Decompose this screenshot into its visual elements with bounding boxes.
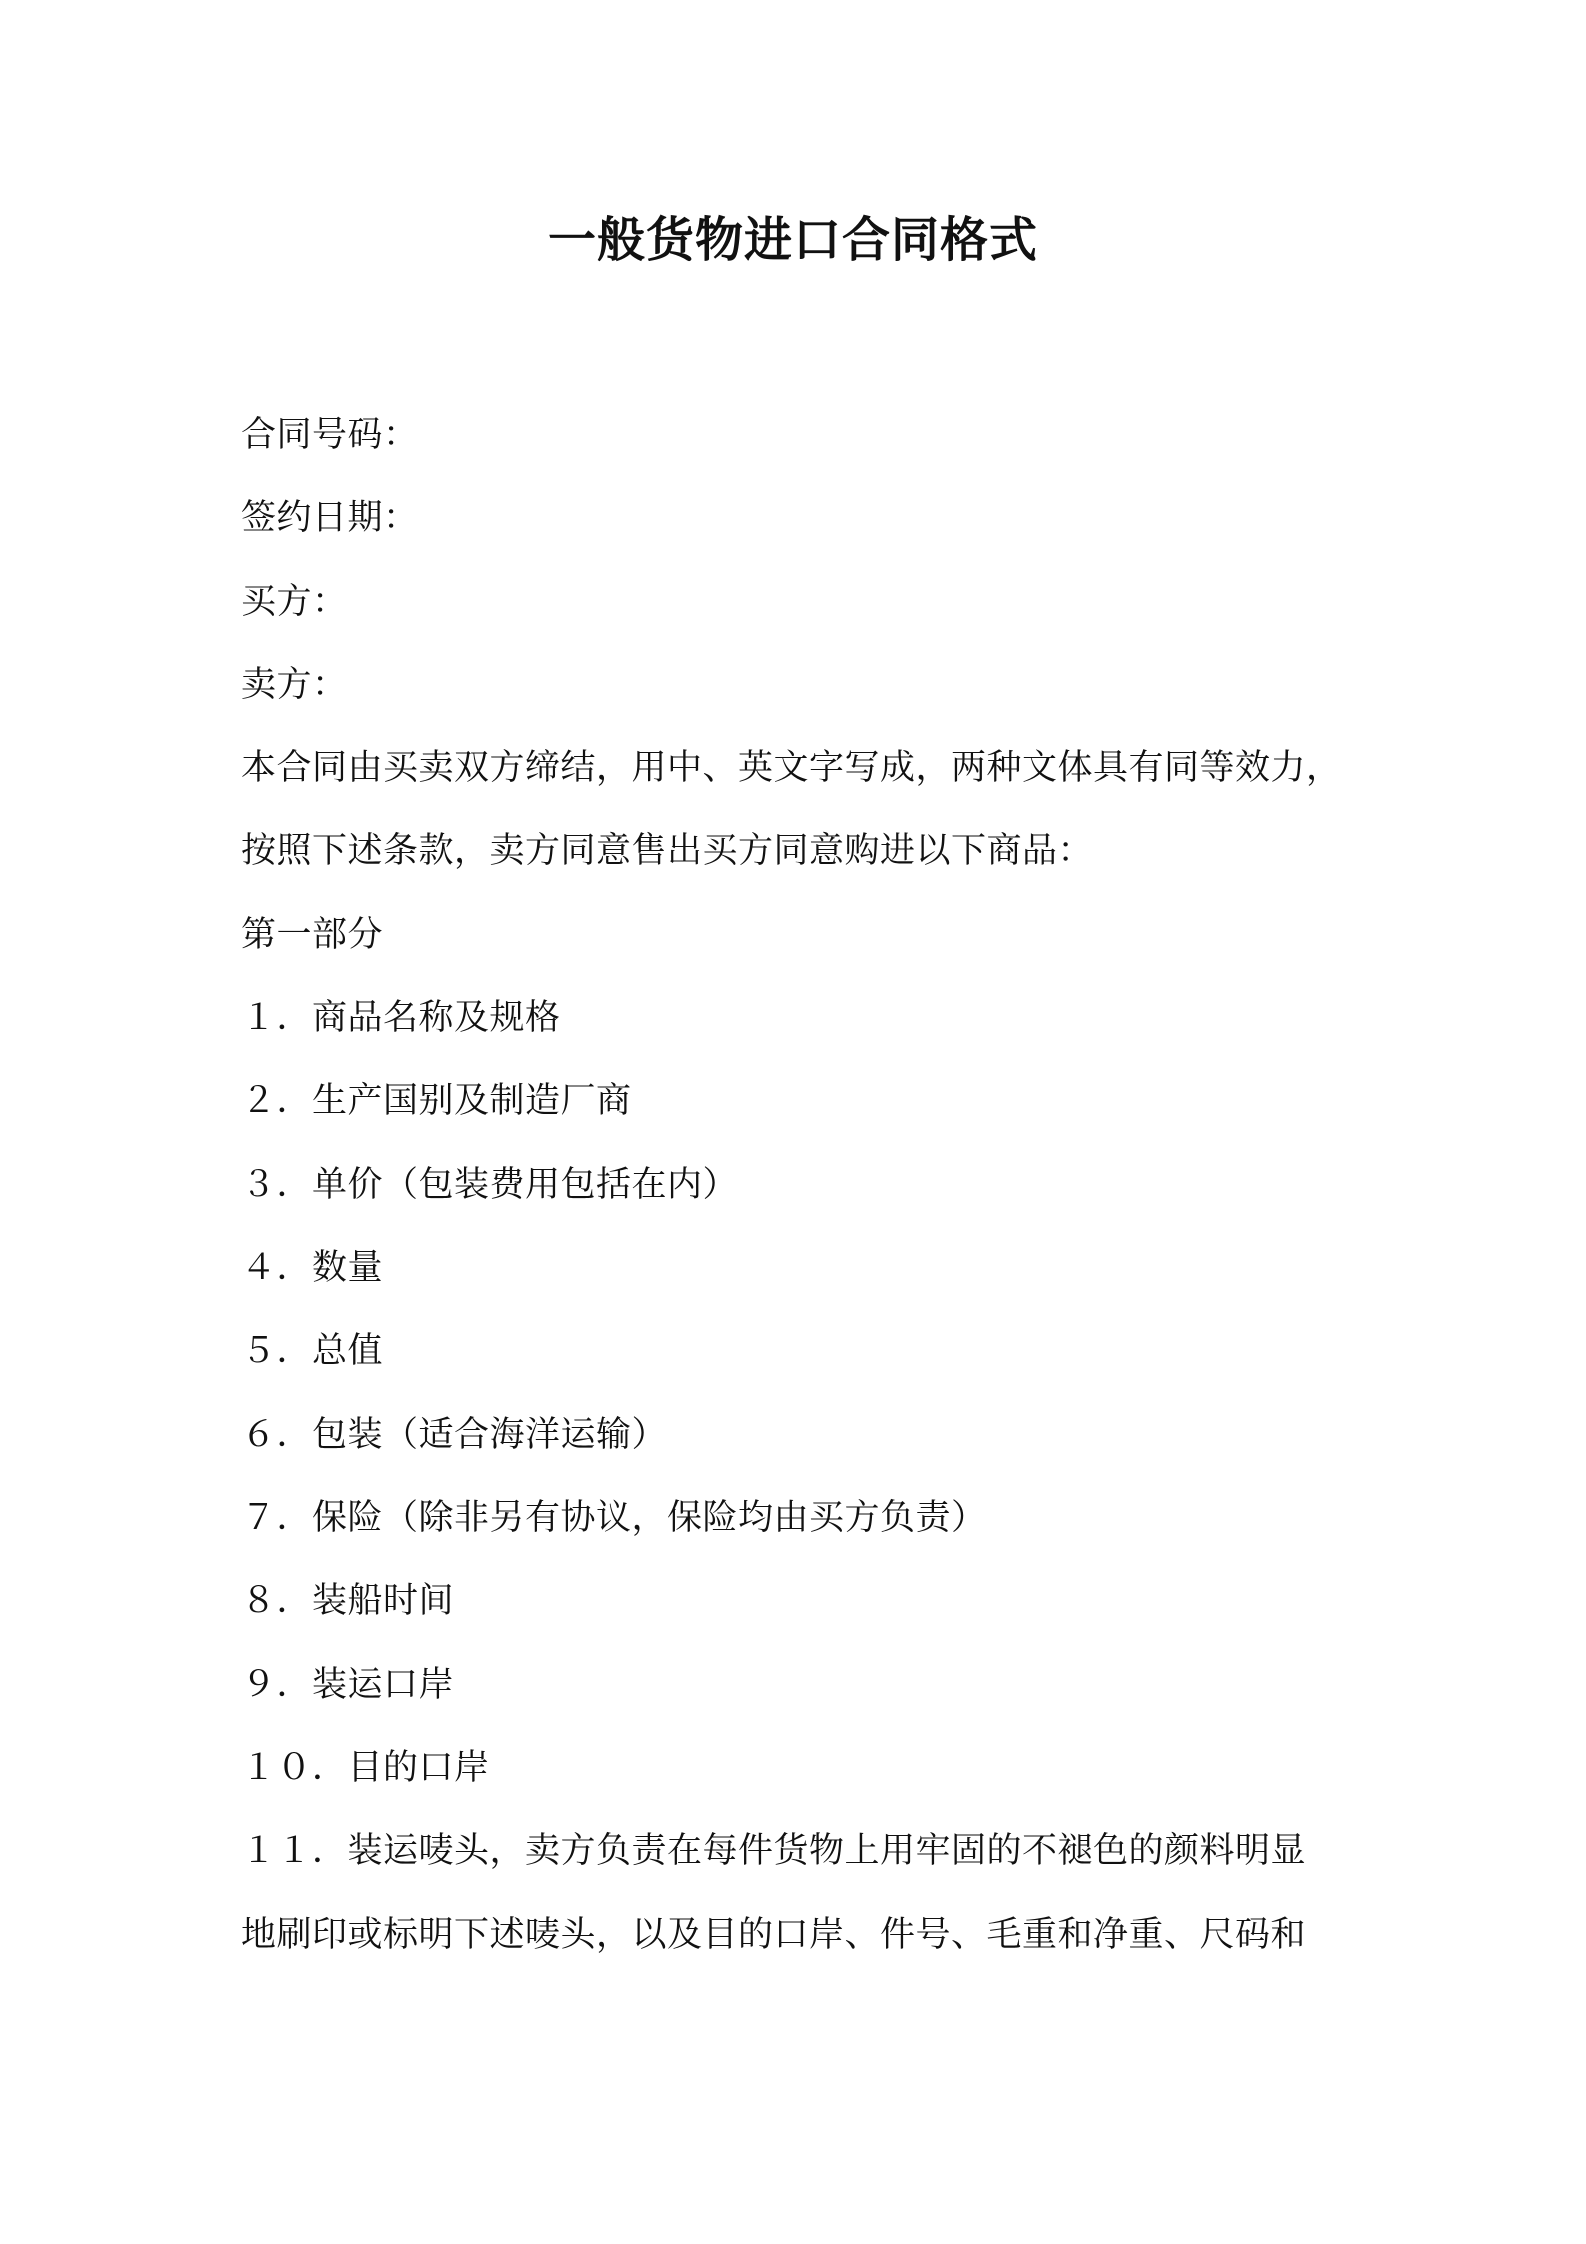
clause-item: ３．单价（包装费用包括在内） — [241, 1165, 739, 1205]
clause-item: １．商品名称及规格 — [241, 998, 561, 1038]
clause-item: １０．目的口岸 — [241, 1748, 490, 1788]
contract-number-line: 合同号码： — [241, 415, 419, 455]
clause-item: ２．生产国别及制造厂商 — [241, 1081, 632, 1121]
intro-paragraph-line: 本合同由买卖双方缔结，用中、英文字写成，两种文体具有同等效力， — [241, 748, 1342, 788]
clause-item: ６．包装（适合海洋运输） — [241, 1415, 668, 1455]
clause-item-continued: 地刷印或标明下述唛头，以及目的口岸、件号、毛重和净重、尺码和 — [241, 1915, 1307, 1955]
clause-item: ５．总值 — [241, 1331, 384, 1371]
section-heading: 第一部分 — [241, 915, 384, 955]
clause-item: １１．装运唛头，卖方负责在每件货物上用牢固的不褪色的颜料明显 — [241, 1831, 1307, 1871]
buyer-line: 买方： — [241, 582, 348, 622]
clause-item: ４．数量 — [241, 1248, 384, 1288]
clause-item: ８．装船时间 — [241, 1581, 455, 1621]
clause-item: ９．装运口岸 — [241, 1665, 455, 1705]
intro-paragraph-line: 按照下述条款，卖方同意售出买方同意购进以下商品： — [241, 831, 1094, 871]
signing-date-line: 签约日期： — [241, 498, 419, 538]
document-title: 一般货物进口合同格式 — [547, 212, 1038, 268]
seller-line: 卖方： — [241, 665, 348, 705]
clause-item: ７．保险（除非另有协议，保险均由买方负责） — [241, 1498, 987, 1538]
